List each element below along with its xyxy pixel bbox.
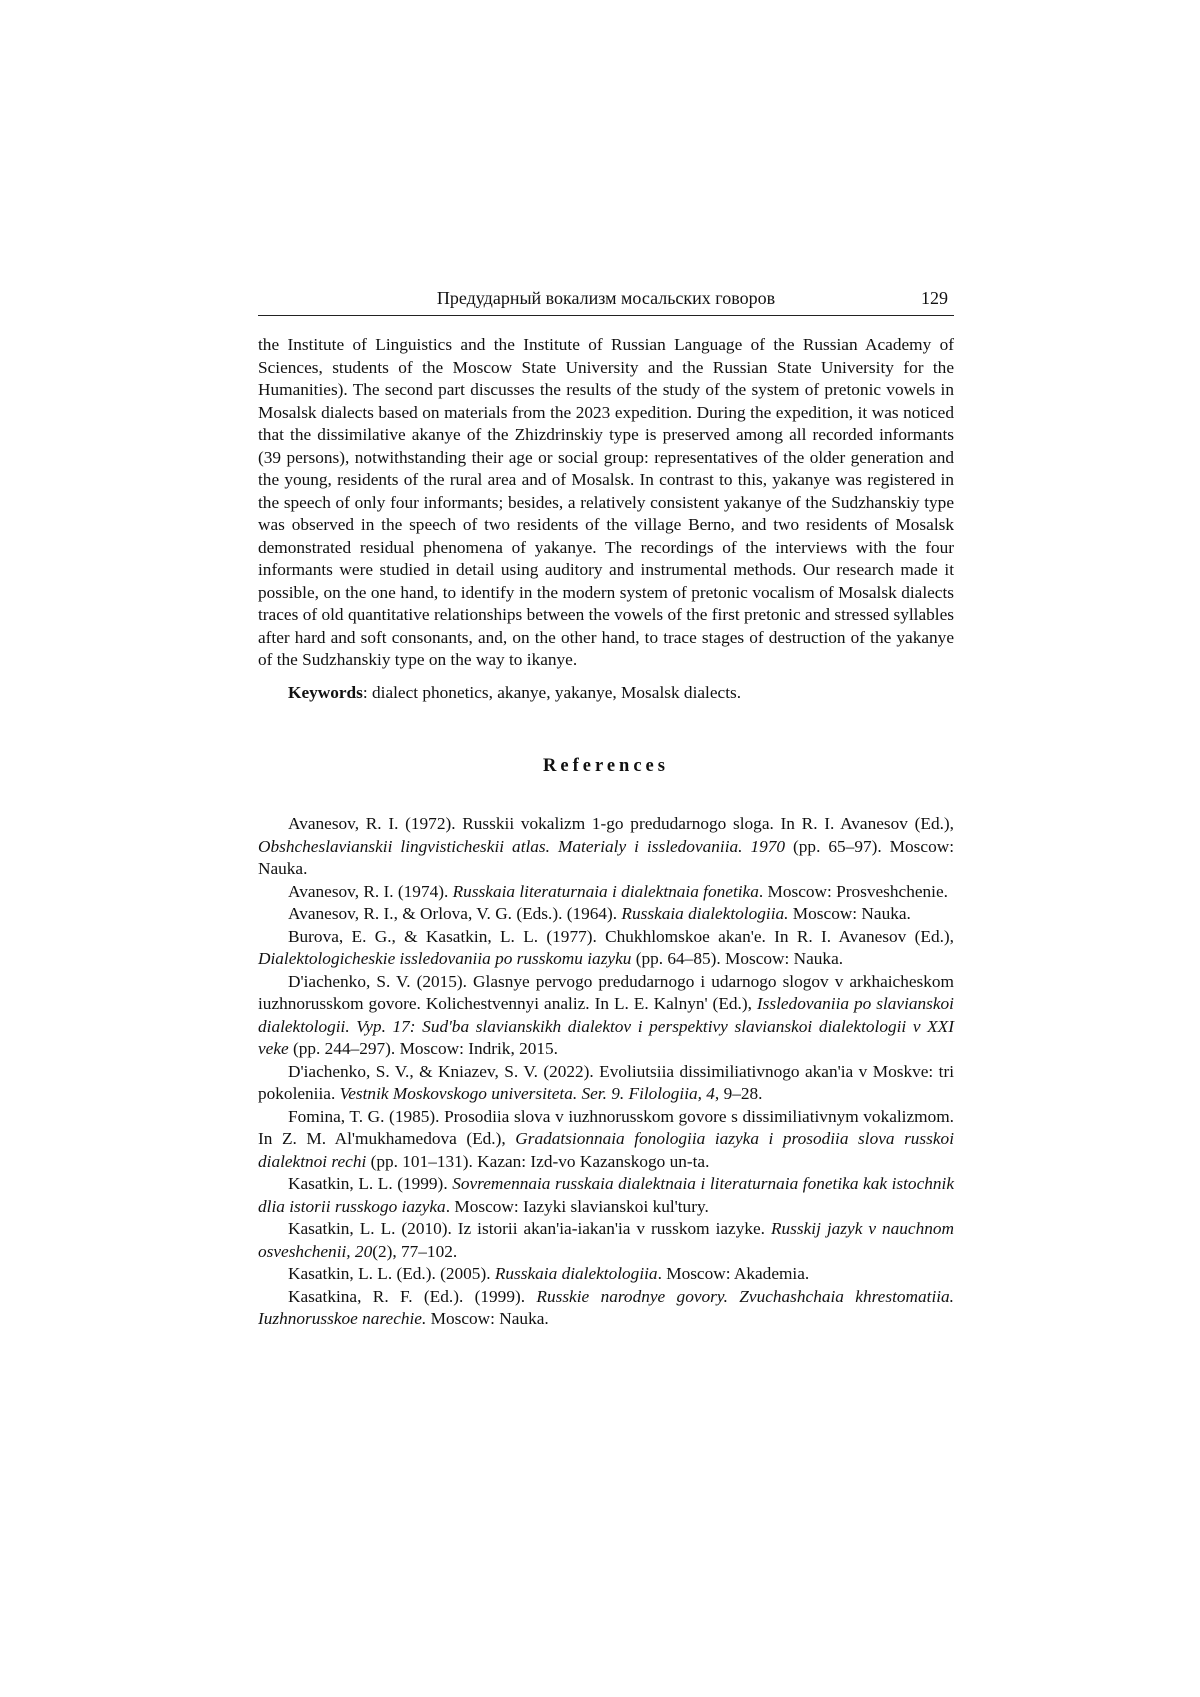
reference-text: (pp. 64–85). Moscow: Nauka. [631,949,844,968]
page-number: 129 [921,288,948,308]
journal-page [258,285,954,1331]
reference-title: Russkij jazyk v nauchnom osveshchenii, 20 [258,1219,954,1261]
reference-text: Fomina, T. G. (1985). Prosodiia slova v iuzhnorusskom govore s dissimiliativnym vokalizmom. In Z. M. Al'mukhamedova (Ed.), [258,1106,954,1148]
reference-item [258,1106,954,1174]
reference-text: Kasatkin, L. L. (Ed.). (2005). [288,1264,495,1283]
reference-text: Moscow: Nauka. [426,1309,549,1328]
reference-title: Vestnik Moskovskogo universiteta. Ser. 9. Filologiia, 4 [339,1084,715,1103]
reference-title: Russkaia dialektologiia [494,1264,658,1283]
running-title: Предударный вокализм мосальских говоров [436,288,776,308]
reference-title: Issledovaniia po slavianskoi dialektologii. Vyp. 17: Sud'ba slavianskikh dialektov i perspektivy slavianskoi dialektologii v XXI veke [258,994,954,1058]
reference-text: (pp. 101–131). Kazan: Izd-vo Kazanskogo un-ta. [366,1151,710,1171]
reference-item [258,926,954,971]
reference-text: Avanesov, R. I., & Orlova, V. G. (Eds.). (1964). [288,904,622,923]
reference-text: . Moscow: Iazyki slavianskoi kul'tury. [445,1196,709,1216]
reference-text: D'iachenko, S. V. (2015). Glasnye pervogo predudarnogo i udarnogo slogov v arkhaicheskom iuzhnorusskom govore. Kolichestvennyi analiz. In L. E. Kalnyn' (Ed.), [258,971,954,1013]
reference-title: Russkaia literaturnaia i dialektnaia fonetika [452,881,759,901]
reference-item [258,1286,954,1331]
reference-item [258,881,954,904]
keywords-text: : dialect phonetics, akanye, yakanye, Mosalsk dialects. [362,682,742,702]
reference-text: . Moscow: Prosveshchenie. [758,881,948,901]
reference-item [258,903,954,926]
reference-item [258,1061,954,1106]
reference-title: Russkaia dialektologiia. [621,904,789,923]
reference-text: Kasatkin, L. L. (2010). Iz istorii akan'ia-iakan'ia v russkom iazyke. [288,1219,771,1238]
reference-item [258,1263,954,1286]
reference-text: (pp. 244–297). Moscow: Indrik, 2015. [288,1039,558,1058]
reference-text: Kasatkin, L. L. (1999). [288,1174,453,1193]
abstract-paragraph: the Institute of Linguistics and the Institute of Russian Language of the Russian Academy of Sciences, students of the Moscow State University and the Russian State University for the Humanities). The second part discusses the results of the study of the system of pretonic vowels in Mosalsk dialects based on materials from the 2023 expedition. During the expedition, it was noticed that the dissimilative akanye of the Zhizdrinskiy type is preserved among all recorded informants (39 persons), notwithstanding their age or social group: representatives of the older generation and the young, residents of the rural area and of Mosalsk. In contrast to this, yakanye was registered in the speech of only four informants; besides, a relatively consistent yakanye of the Sudzhanskiy type was observed in the speech of two residents of the village Berno, and two residents of Mosalsk demonstrated residual phenomena of yakanye. The recordings of the interviews with the four informants were studied in detail using auditory and instrumental methods. Our research made it possible, on the one hand, to identify in the modern system of pretonic vocalism of Mosalsk dialects traces of old quantitative relationships between the vowels of the first pretonic and stressed syllables after hard and soft consonants, and, on the other hand, to trace stages of destruction of the yakanye of the Sudzhanskiy type on the way to ikanye. [258,335,954,669]
reference-text: Burova, E. G., & Kasatkin, L. L. (1977). Chukhlomskoe akan'e. In R. I. Avanesov (Ed.), [288,926,954,946]
reference-text: Moscow: Nauka. [788,904,911,923]
reference-text: Avanesov, R. I. (1972). Russkii vokalizm 1-go predudarnogo sloga. In R. I. Avanesov (Ed.), [288,814,954,833]
reference-title: Sovremennaia russkaia dialektnaia i literaturnaia fonetika kak istochnik dlia istorii russkogo iazyka [258,1174,954,1216]
reference-item [258,1218,954,1263]
reference-text: (pp. 65–97). Moscow: Nauka. [258,836,954,878]
reference-title: Dialektologicheskie issledovaniia po russkomu iazyku [258,949,632,968]
keywords-label: Keywords [288,682,363,702]
reference-title: Russkie narodnye govory. Zvuchashchaia khrestomatiia. Iuzhnorusskoe narechie. [258,1286,955,1328]
reference-item [258,1173,954,1218]
reference-item [258,813,954,881]
references-heading: References [543,756,669,776]
running-header [258,285,954,316]
reference-text: Avanesov, R. I. (1974). [288,881,453,901]
reference-title: Gradatsionnaia fonologiia iazyka i prosodiia slova russkoi dialektnoi rechi [258,1129,954,1171]
reference-title: Obshcheslavianskii lingvisticheskii atlas. Materialy i issledovaniia. 1970 [258,836,786,856]
reference-text: (2), 77–102. [372,1241,458,1261]
reference-list [258,813,954,1331]
keywords-line [258,682,954,705]
reference-text: , 9–28. [714,1084,763,1103]
reference-text: Kasatkina, R. F. (Ed.). (1999). [288,1286,537,1306]
reference-text: . Moscow: Akademia. [657,1264,810,1283]
reference-text: D'iachenko, S. V., & Kniazev, S. V. (2022). Evoliutsiia dissimiliativnogo akan'ia v Moskve: tri pokoleniia. [258,1061,954,1103]
reference-item [258,971,954,1061]
